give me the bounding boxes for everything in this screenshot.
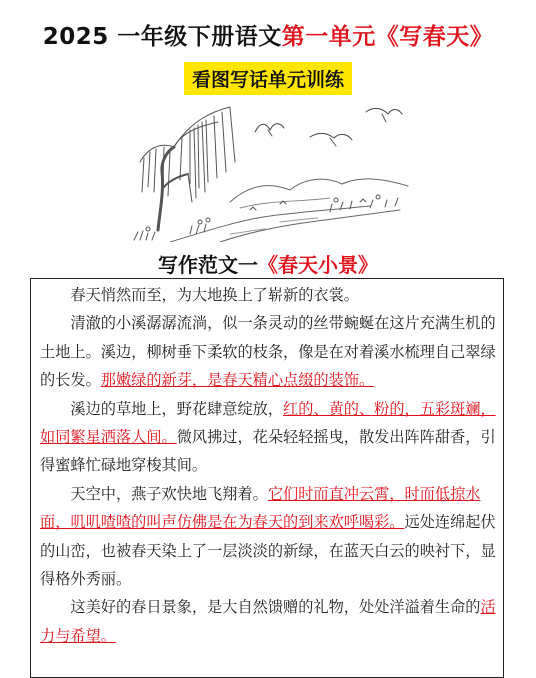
highlighted-sentence: 它们时而直冲云霄，时而低掠水面，叽叽喳喳的叫声仿佛是在为春天的到来欢呼喝彩。 bbox=[40, 484, 481, 532]
essay-sentence: 天空中，燕子欢快地飞翔着。 bbox=[70, 484, 268, 503]
subtitle-wrap bbox=[0, 62, 536, 95]
essay-sentence: 清澈的小溪潺潺流淌，似一条灵动的丝带蜿蜒在这片充满生机的土地上。溪边，柳树垂下柔软的枝条，像是在对着溪水梳理自己翠绿的长发。 bbox=[40, 314, 496, 390]
essay-sentence: 微风拂过，花朵轻轻摇曳，散发出阵阵甜香，引得蜜蜂忙碌地穿梭其间。 bbox=[40, 428, 496, 475]
highlighted-sentence: 活力与希望。 bbox=[40, 598, 496, 645]
essay-sentence: 这美好的春日景象，是大自然馈赠的礼物，处处洋溢着生命的 bbox=[70, 598, 481, 617]
essay-text bbox=[40, 281, 496, 650]
essay-sentence: 远处连绵起伏的山峦，也被春天染上了一层淡淡的新绿，在蓝天白云的映衬下，显得格外秀丽。 bbox=[40, 513, 496, 589]
essay-title-red: 《春天小景》 bbox=[258, 253, 378, 277]
essay-paragraph bbox=[40, 593, 496, 650]
highlighted-sentence: 那嫩绿的新芽，是春天精心点缀的装饰。 bbox=[100, 371, 375, 390]
essay-title-black: 写作范文一 bbox=[158, 253, 258, 277]
title-red-part: 第一单元《写春天》 bbox=[281, 24, 494, 50]
page-title bbox=[0, 18, 536, 51]
essay-sentence: 春天悄然而至，为大地换上了崭新的衣裳。 bbox=[70, 286, 359, 304]
essay-sentence: 溪边的草地上，野花肆意绽放， bbox=[70, 399, 284, 418]
essay-paragraph bbox=[40, 309, 496, 394]
essay-paragraph bbox=[40, 281, 496, 309]
title-black-part: 2025 一年级下册语文 bbox=[42, 24, 282, 50]
essay-paragraph bbox=[40, 480, 496, 594]
essay-title bbox=[0, 249, 536, 278]
subtitle-highlight: 看图写话单元训练 bbox=[184, 62, 352, 95]
spring-scene-illustration bbox=[130, 92, 410, 242]
highlighted-sentence: 红的、黄的、粉的，五彩斑斓，如同繁星洒落人间。 bbox=[40, 399, 496, 447]
essay-paragraph bbox=[40, 395, 496, 480]
